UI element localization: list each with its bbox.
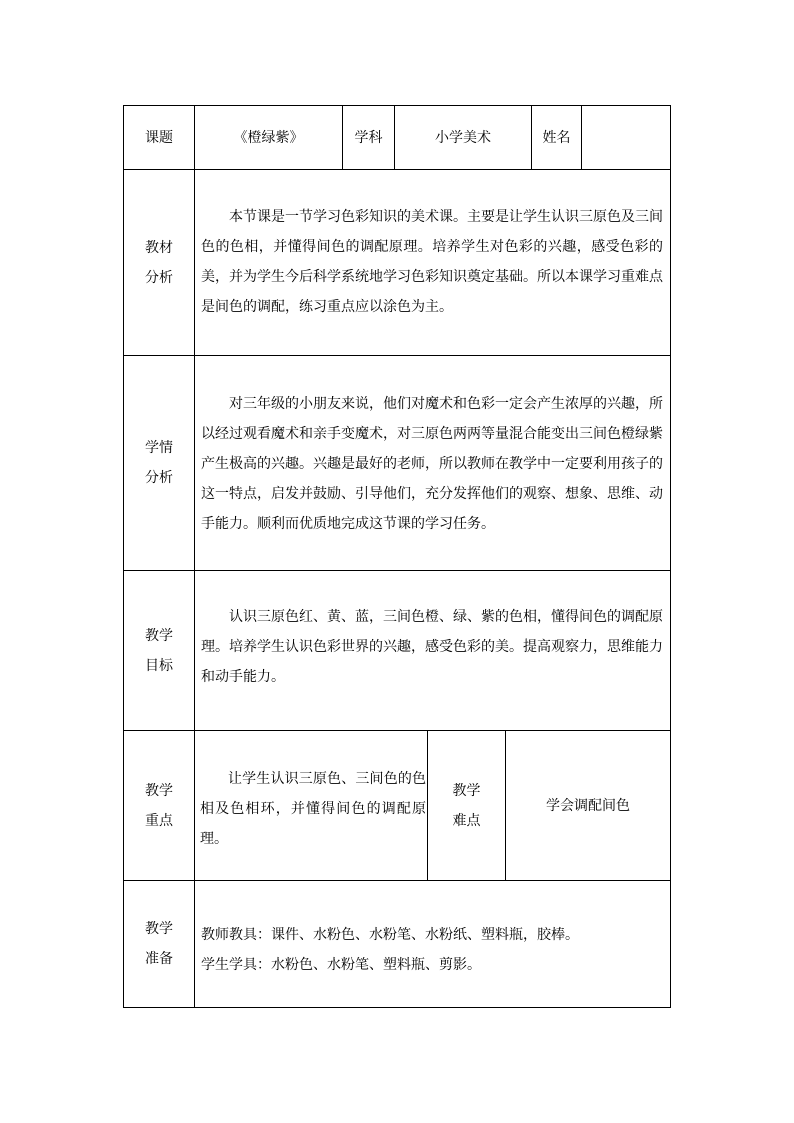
student-analysis-label-line2: 分析: [145, 470, 173, 486]
difficulty-label: [428, 731, 505, 880]
material-analysis-label: [124, 170, 194, 355]
key-points-label-line2: 重点: [145, 812, 173, 829]
student-analysis-label-line1: 学情: [145, 440, 173, 456]
material-analysis-label-line1: 教材: [145, 239, 173, 256]
teaching-goals-label-line2: 目标: [145, 657, 173, 674]
teaching-goals-label-line1: 教学: [145, 627, 173, 644]
row-divider: [124, 355, 670, 356]
name-value: [582, 106, 670, 169]
row-divider: [124, 880, 670, 881]
row-divider: [124, 570, 670, 571]
topic-value: 《橙绿紫》: [233, 129, 304, 146]
topic-label: 课题: [145, 129, 173, 146]
key-points-text: 让学生认识三原色、三间色的色相及色相环，并懂得间色的调配原理。: [200, 771, 426, 847]
difficulty-label-line1: 教学: [452, 782, 481, 799]
row-divider: [124, 169, 670, 170]
column-divider: [194, 106, 195, 1007]
teaching-goals-label: [124, 571, 194, 730]
preparation-label-line1: 教学: [145, 921, 173, 937]
difficulty-text: 学会调配间色: [546, 797, 630, 814]
material-analysis-text: 本节课是一节学习色彩知识的美术课。主要是让学生认识三原色及三间色的色相，并懂得间色的调配原理。培养学生对色彩的兴趣，感受色彩的美，并为学生今后科学系统地学习色彩知识奠定基础。所以本课学习重难点是间色的调配，练习重点应以涂色为主。: [201, 209, 663, 315]
student-tools-text: 学生学具：水粉色、水粉笔、塑料瓶、剪影。: [201, 957, 481, 973]
preparation-label: [124, 881, 194, 1007]
teaching-goals-text: 认识三原色红、黄、蓝，三间色橙、绿、紫的色相，懂得间色的调配原理。培养学生认识色彩世界的兴趣，感受色彩的美。提高观察力，思维能力和动手能力。: [201, 609, 663, 685]
material-analysis-label-line2: 分析: [145, 269, 173, 286]
student-analysis-label: [124, 356, 194, 570]
lesson-plan-table: [123, 105, 671, 1008]
difficulty-label-line2: 难点: [452, 812, 481, 829]
preparation-label-line2: 准备: [145, 951, 173, 967]
key-points-label: [124, 731, 194, 880]
name-label: 姓名: [542, 129, 571, 146]
key-points-label-line1: 教学: [145, 782, 173, 799]
teacher-tools-text: 教师教具：课件、水粉色、水粉笔、水粉纸、塑料瓶，胶棒。: [201, 927, 579, 943]
student-analysis-text: 对三年级的小朋友来说，他们对魔术和色彩一定会产生浓厚的兴趣，所以经过观看魔术和亲手变魔术，对三原色两两等量混合能变出三间色橙绿紫产生极高的兴趣。兴趣是最好的老师，所以教师在教学中一定要利用孩子的这一特点，启发并鼓励、引导他们，充分发挥他们的观察、想象、思维、动手能力。顺利而优质地完成这节课的学习任务。: [201, 396, 663, 532]
subject-value: 小学美术: [435, 129, 491, 146]
subject-label: 学科: [354, 129, 383, 146]
